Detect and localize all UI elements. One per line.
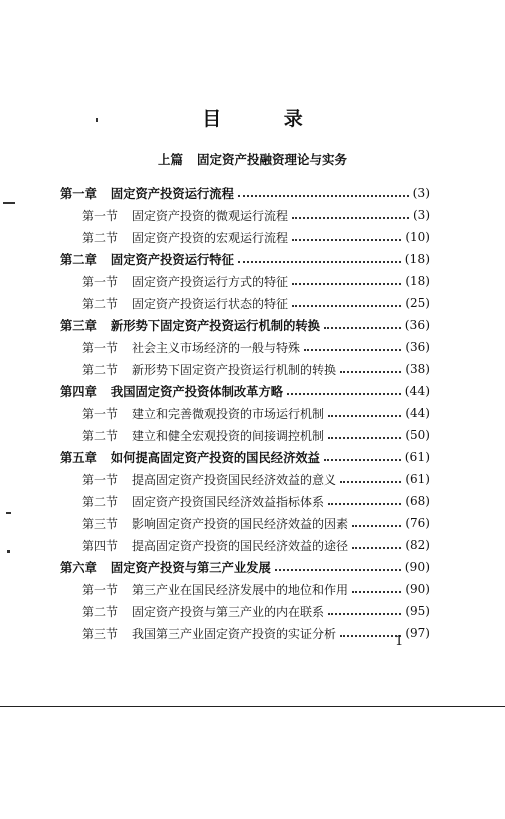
toc-entry-page: (95): [405, 604, 430, 618]
toc-chapter-entry: [60, 248, 430, 270]
toc-entry-number: 第二节: [82, 494, 119, 509]
toc-entry-page: (3): [413, 208, 430, 222]
dot-leader: [352, 525, 401, 527]
toc-entry-title: 我国固定资产投资体制改革方略: [110, 385, 284, 399]
toc-entry-number: 第三章: [60, 319, 97, 333]
toc-chapter-entry: [60, 380, 430, 402]
toc-entry-page: (36): [404, 318, 430, 332]
toc-entry-number: 第二章: [60, 253, 97, 267]
dot-leader: [328, 415, 401, 417]
toc-entry-title: 影响固定资产投资的国民经济效益的因素: [132, 516, 349, 531]
toc-entry-number: 第一节: [82, 274, 119, 289]
toc-entry-page: (90): [404, 560, 430, 574]
toc-section-entry: [60, 424, 430, 446]
toc-entry-page: (82): [405, 538, 430, 552]
dot-leader: [340, 481, 401, 483]
table-of-contents: [60, 182, 430, 644]
toc-entry-title: 固定资产投资运行方式的特征: [132, 274, 289, 289]
toc-section-entry: [60, 336, 430, 358]
dot-leader: [292, 283, 401, 285]
toc-section-entry: [60, 270, 430, 292]
toc-entry-title: 固定资产投资运行特征: [110, 253, 234, 267]
toc-chapter-entry: [60, 314, 430, 336]
toc-section-entry: [60, 358, 430, 380]
page-number: 1: [395, 634, 404, 649]
toc-entry-title: 新形势下固定资产投资运行机制的转换: [110, 319, 320, 333]
page-title: 目 录: [202, 108, 331, 130]
toc-entry-page: (61): [405, 472, 430, 486]
toc-section-entry: [60, 578, 430, 600]
toc-entry-number: 第一节: [82, 340, 119, 355]
toc-entry-number: 第一节: [82, 406, 119, 421]
toc-entry-page: (97): [405, 626, 430, 640]
toc-entry-number: 第一节: [82, 582, 119, 597]
toc-entry-title: 如何提高固定资产投资的国民经济效益: [110, 451, 320, 465]
dot-leader: [352, 547, 401, 549]
toc-entry-title: 建立和健全宏观投资的间接调控机制: [132, 428, 325, 443]
toc-entry-number: 第三节: [82, 626, 119, 641]
toc-section-entry: [60, 534, 430, 556]
toc-entry-number: 第二节: [82, 428, 119, 443]
dot-leader: [328, 613, 401, 615]
toc-entry-number: 第二节: [82, 230, 119, 245]
dot-leader: [238, 261, 401, 263]
dot-leader: [238, 195, 409, 197]
toc-entry-title: 社会主义市场经济的一般与特殊: [132, 340, 301, 355]
toc-chapter-entry: [60, 446, 430, 468]
toc-entry-page: (90): [405, 582, 430, 596]
dot-leader: [292, 239, 401, 241]
scan-speck: [7, 550, 10, 553]
toc-entry-title: 固定资产投资国民经济效益指标体系: [132, 494, 325, 509]
toc-entry-page: (44): [404, 384, 430, 398]
toc-section-entry: [60, 600, 430, 622]
toc-entry-page: (3): [412, 186, 430, 200]
toc-chapter-entry: [60, 182, 430, 204]
toc-entry-page: (18): [404, 252, 430, 266]
toc-entry-number: 第四节: [82, 538, 119, 553]
toc-entry-number: 第六章: [60, 561, 97, 575]
toc-entry-page: (44): [405, 406, 430, 420]
toc-section-entry: [60, 226, 430, 248]
toc-chapter-entry: [60, 556, 430, 578]
scan-speck: [6, 512, 11, 514]
toc-entry-page: (68): [405, 494, 430, 508]
part-name: 上篇: [157, 152, 183, 167]
toc-section-entry: [60, 622, 430, 644]
toc-entry-title: 提高固定资产投资国民经济效益的意义: [132, 472, 337, 487]
toc-entry-page: (36): [405, 340, 430, 354]
toc-entry-number: 第三节: [82, 516, 119, 531]
toc-entry-number: 第五章: [60, 451, 97, 465]
toc-section-entry: [60, 204, 430, 226]
toc-entry-page: (61): [404, 450, 430, 464]
toc-entry-number: 第二节: [82, 296, 119, 311]
toc-entry-page: (18): [405, 274, 430, 288]
toc-entry-title: 新形势下固定资产投资运行机制的转换: [132, 362, 337, 377]
toc-section-entry: [60, 490, 430, 512]
dot-leader: [287, 393, 401, 395]
toc-entry-number: 第一节: [82, 208, 119, 223]
dot-leader: [324, 327, 401, 329]
toc-entry-page: (76): [405, 516, 430, 530]
scan-speck: [3, 202, 15, 204]
dot-leader: [328, 503, 401, 505]
toc-section-entry: [60, 402, 430, 424]
toc-entry-title: 固定资产投资的宏观运行流程: [132, 230, 289, 245]
dot-leader: [352, 591, 401, 593]
toc-entry-page: (38): [405, 362, 430, 376]
toc-entry-page: (10): [405, 230, 430, 244]
toc-section-entry: [60, 468, 430, 490]
toc-entry-title: 固定资产投资运行流程: [110, 187, 234, 201]
toc-entry-title: 固定资产投资运行状态的特征: [132, 296, 289, 311]
part-heading: [0, 150, 505, 168]
toc-entry-number: 第二节: [82, 362, 119, 377]
toc-entry-title: 第三产业在国民经济发展中的地位和作用: [132, 582, 349, 597]
toc-entry-title: 固定资产投资的微观运行流程: [132, 208, 289, 223]
toc-entry-title: 固定资产投资与第三产业的内在联系: [132, 604, 325, 619]
toc-entry-page: (50): [405, 428, 430, 442]
toc-entry-title: 提高固定资产投资的国民经济效益的途径: [132, 538, 349, 553]
part-title: 固定资产投融资理论与实务: [197, 152, 348, 167]
toc-entry-number: 第一章: [60, 187, 97, 201]
dot-leader: [340, 371, 401, 373]
toc-entry-page: (25): [405, 296, 430, 310]
toc-entry-number: 第四章: [60, 385, 97, 399]
dot-leader: [324, 459, 401, 461]
dot-leader: [275, 569, 401, 571]
dot-leader: [292, 305, 401, 307]
bottom-rule: [0, 706, 505, 707]
dot-leader: [328, 437, 401, 439]
toc-section-entry: [60, 512, 430, 534]
toc-entry-number: 第一节: [82, 472, 119, 487]
toc-entry-title: 建立和完善微观投资的市场运行机制: [132, 406, 325, 421]
toc-entry-title: 我国第三产业固定资产投资的实证分析: [132, 626, 337, 641]
dot-leader: [292, 217, 409, 219]
toc-entry-title: 固定资产投资与第三产业发展: [110, 561, 271, 575]
dot-leader: [304, 349, 401, 351]
dot-leader: [340, 635, 401, 637]
toc-section-entry: [60, 292, 430, 314]
scan-speck: [96, 118, 98, 122]
toc-entry-number: 第二节: [82, 604, 119, 619]
